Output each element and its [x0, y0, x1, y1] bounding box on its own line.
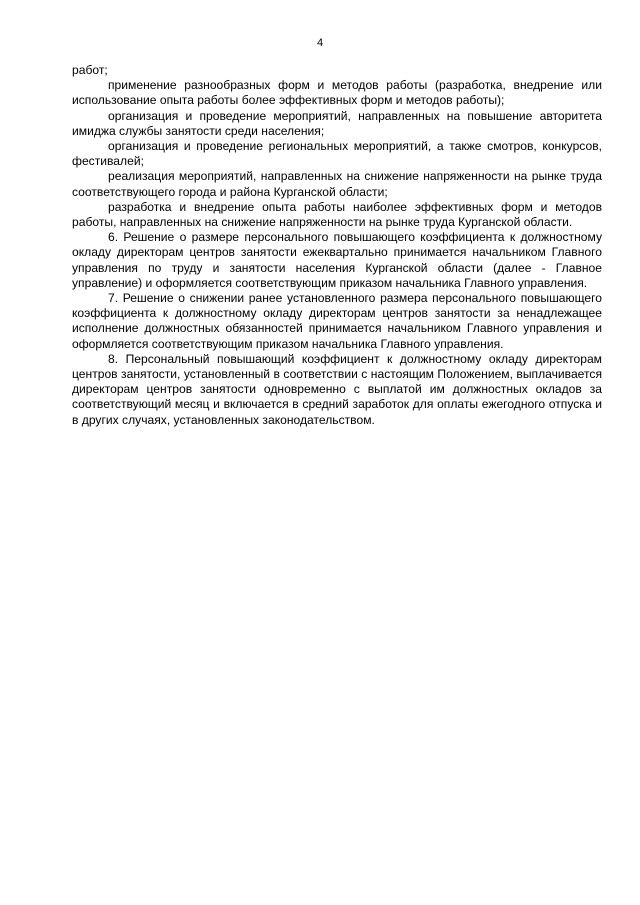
list-item-labor-tension: реализация мероприятий, направленных на снижение напряженности на рынке труда соответствующего города и района Курганской области; — [72, 169, 602, 199]
page-number: 4 — [316, 37, 324, 49]
paragraph-continuation: работ; — [72, 63, 108, 77]
clause-6: 6. Решение о размере персонального повышающего коэффициента к должностному окладу директорам центров занятости ежеквартально принимается начальником Главного управления по труду и занятости населения Курганской области (далее - Главное управление) и оформляется соответствующим приказом начальника Главного управления. — [72, 230, 602, 290]
clause-7: 7. Решение о снижении ранее установленного размера персонального повышающего коэффициента к должностному окладу директорам центров занятости за ненадлежащее исполнение должностных обязанностей принимается начальником Главного управления и оформляется соответствующим приказом начальника Главного управления. — [72, 291, 602, 351]
list-item-regional-events: организация и проведение региональных мероприятий, а также смотров, конкурсов, фестивалей; — [72, 139, 602, 169]
list-item-methods: применение разнообразных форм и методов работы (разработка, внедрение или использование опыта работы более эффективных форм и методов работы); — [72, 78, 602, 108]
list-item-image-events: организация и проведение мероприятий, направленных на повышение авторитета имиджа службы занятости среди населения; — [72, 108, 602, 138]
document-body — [72, 63, 602, 428]
clause-8: 8. Персональный повышающий коэффициент к должностному окладу директорам центров занятости, установленный в соответствии с настоящим Положением, выплачивается директорам центров занятости одновременно с выплатой им должностных окладов за соответствующий месяц и включается в средний заработок для оплаты ежегодного отпуска и в других случаях, установленных законодательством. — [72, 351, 602, 427]
list-item-best-practices: разработка и внедрение опыта работы наиболее эффективных форм и методов работы, направленных на снижение напряженности на рынке труда Курганской области. — [72, 199, 602, 230]
